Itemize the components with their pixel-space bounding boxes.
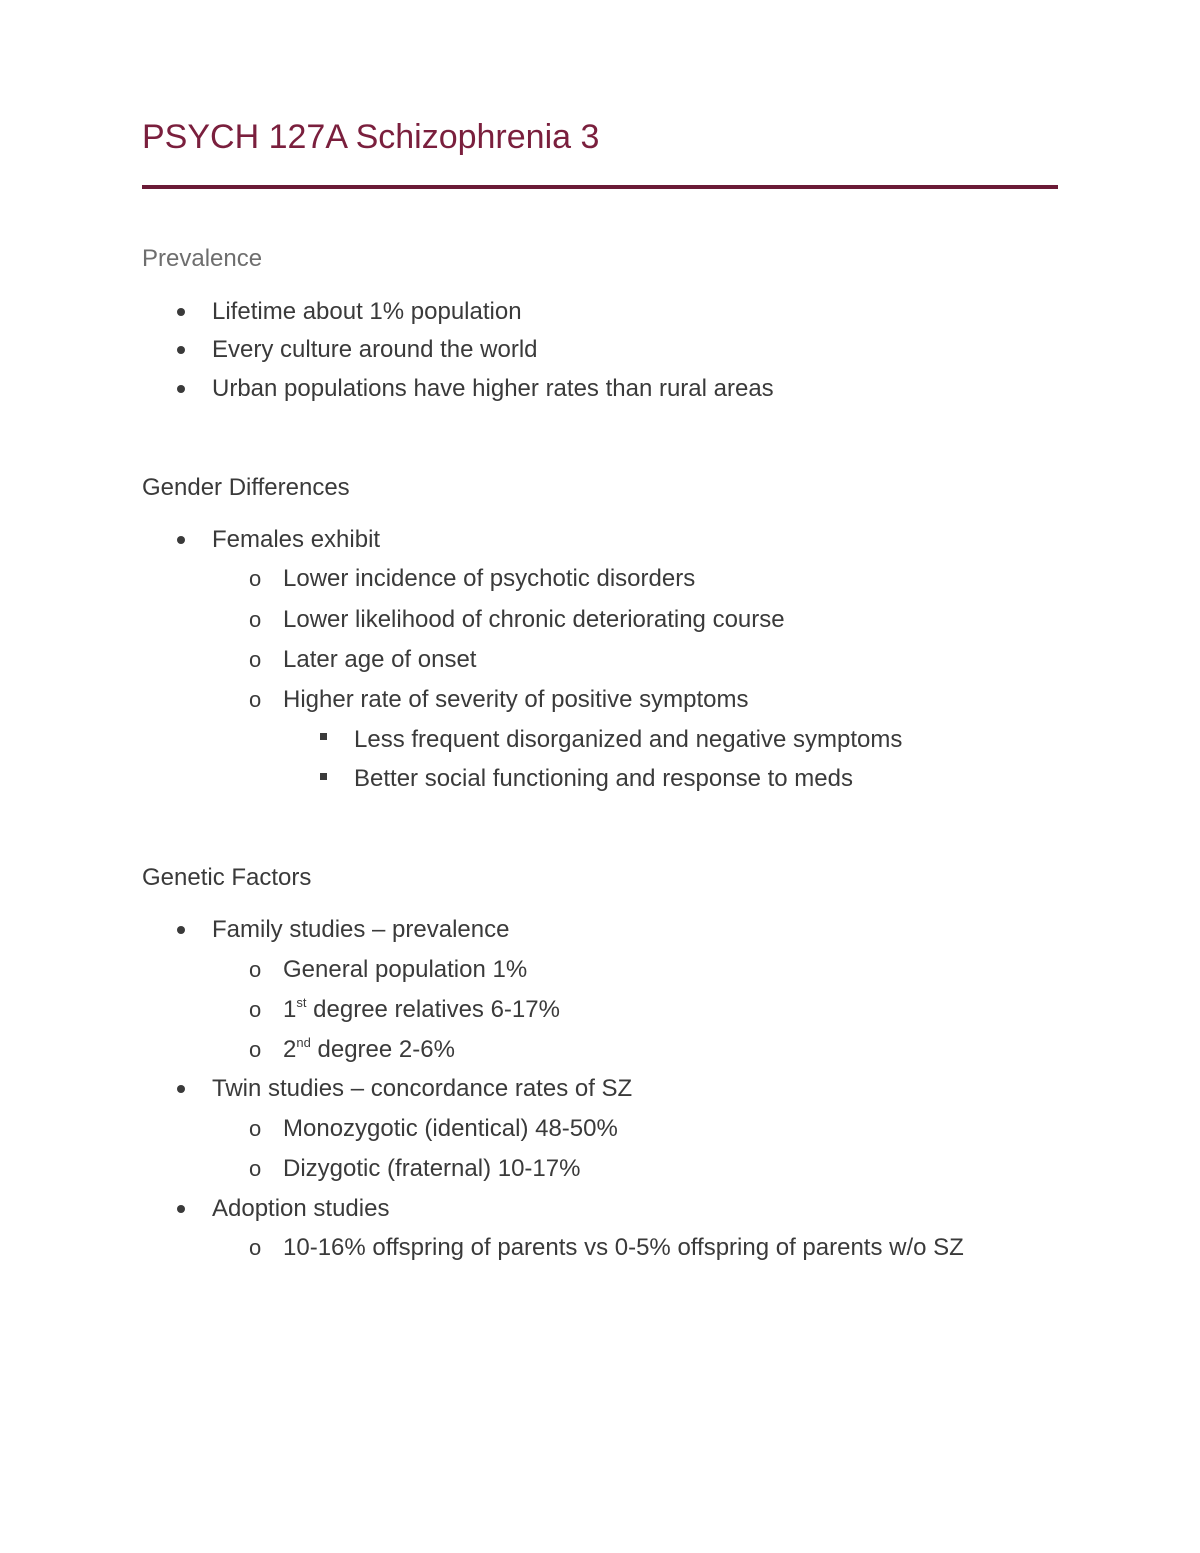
bullet-icon — [177, 308, 185, 316]
circle-bullet-icon: o — [249, 1116, 262, 1141]
item-text: degree relatives 6-17% — [306, 996, 560, 1023]
circle-bullet-icon: o — [249, 647, 262, 672]
list-item: Every culture around the world — [212, 336, 538, 363]
list-item: Dizygotic (fraternal) 10-17% — [283, 1155, 581, 1182]
bullet-icon — [177, 346, 185, 354]
ordinal-suffix: st — [296, 995, 307, 1010]
list-item: Family studies – prevalence — [212, 916, 510, 943]
bullet-icon — [177, 1205, 185, 1213]
section-heading-genetic: Genetic Factors — [142, 864, 312, 891]
ordinal-number: 1 — [283, 996, 297, 1023]
list-item: Higher rate of severity of positive symptoms — [283, 686, 749, 713]
circle-bullet-icon: o — [249, 1235, 262, 1260]
list-item: Less frequent disorganized and negative symptoms — [354, 726, 903, 753]
circle-bullet-icon: o — [249, 1156, 262, 1181]
bullet-icon — [177, 1085, 185, 1093]
ordinal-suffix: nd — [296, 1035, 311, 1050]
section-heading-gender: Gender Differences — [142, 474, 350, 501]
circle-bullet-icon: o — [249, 687, 262, 712]
item-text: degree 2-6% — [310, 1036, 455, 1063]
bullet-icon — [177, 385, 185, 393]
circle-bullet-icon: o — [249, 997, 262, 1022]
bullet-icon — [177, 926, 185, 934]
list-item — [283, 1036, 455, 1064]
list-item: Lower incidence of psychotic disorders — [283, 565, 696, 592]
circle-bullet-icon: o — [249, 957, 262, 982]
square-bullet-icon — [320, 733, 327, 740]
circle-bullet-icon: o — [249, 1037, 262, 1062]
title-divider — [142, 185, 1058, 189]
document-title: PSYCH 127A Schizophrenia 3 — [142, 118, 600, 156]
list-item: Better social functioning and response to meds — [354, 765, 853, 792]
circle-bullet-icon: o — [249, 566, 262, 591]
list-item — [283, 996, 560, 1024]
list-item: Urban populations have higher rates than rural areas — [212, 375, 774, 402]
circle-bullet-icon: o — [249, 607, 262, 632]
list-item: Lower likelihood of chronic deteriorating course — [283, 606, 785, 633]
list-item: Twin studies – concordance rates of SZ — [212, 1075, 633, 1102]
ordinal-number: 2 — [283, 1036, 297, 1063]
list-item: Females exhibit — [212, 526, 381, 553]
list-item: Lifetime about 1% population — [212, 298, 522, 325]
square-bullet-icon — [320, 773, 327, 780]
bullet-icon — [177, 536, 185, 544]
list-item: 10-16% offspring of parents vs 0-5% offspring of parents w/o SZ — [283, 1234, 964, 1261]
list-item: Monozygotic (identical) 48-50% — [283, 1115, 618, 1142]
section-heading-prevalence: Prevalence — [142, 245, 263, 272]
list-item: Adoption studies — [212, 1195, 390, 1222]
list-item: General population 1% — [283, 956, 528, 983]
list-item: Later age of onset — [283, 646, 477, 673]
